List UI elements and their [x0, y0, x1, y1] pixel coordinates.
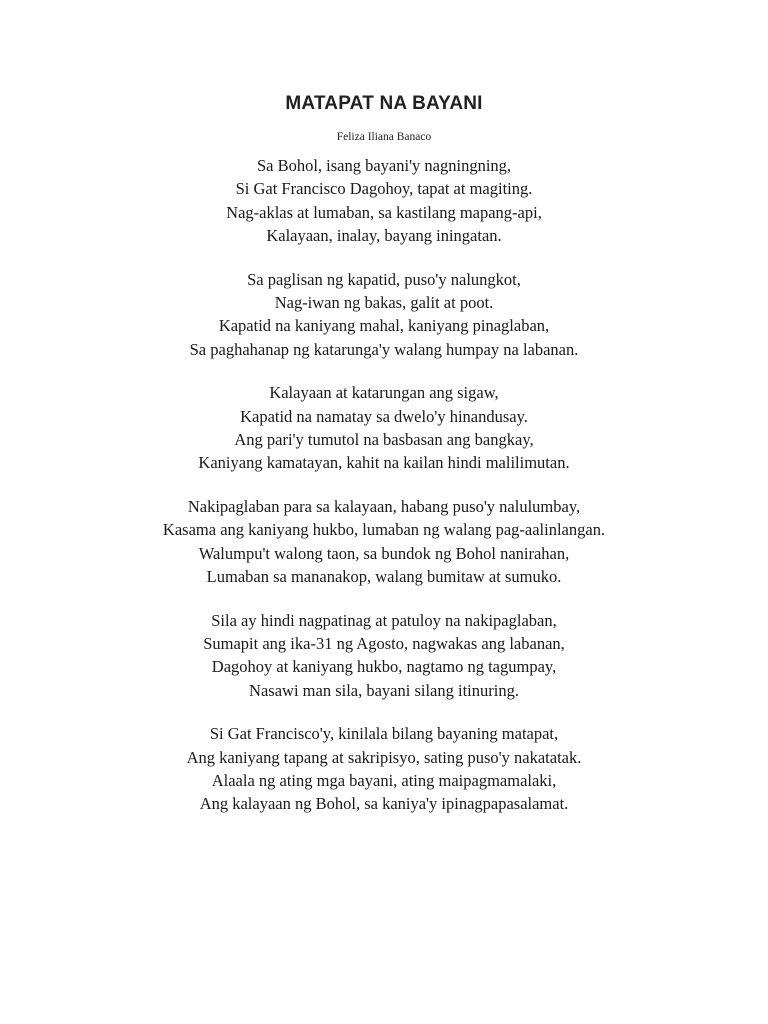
stanza [0, 609, 768, 702]
stanza [0, 381, 768, 474]
poem-line: Alaala ng ating mga bayani, ating maipagmamalaki, [211, 771, 557, 791]
poem-line: Walumpu't walong taon, sa bundok ng Bohol nanirahan, [198, 543, 570, 563]
poem-line: Sa paglisan ng kapatid, puso'y nalungkot, [247, 269, 521, 289]
poem-line: Nasawi man sila, bayani silang itinuring. [249, 680, 519, 700]
poem-title: MATAPAT NA BAYANI [285, 93, 483, 114]
poem-line: Kalayaan, inalay, bayang iningatan. [266, 225, 502, 245]
stanza [0, 268, 768, 361]
poem-line: Si Gat Francisco'y, kinilala bilang bayaning matapat, [209, 724, 559, 744]
poem-body [0, 154, 768, 836]
stanza [0, 722, 768, 815]
poem-line: Nakipaglaban para sa kalayaan, habang puso'y nalulumbay, [187, 497, 581, 517]
poem-author: Feliza Iliana Banaco [336, 131, 432, 143]
poem-line: Nag-iwan ng bakas, galit at poot. [274, 292, 494, 312]
poem-line: Lumaban sa mananakop, walang bumitaw at sumuko. [206, 566, 562, 586]
poem-line: Si Gat Francisco Dagohoy, tapat at magiting. [235, 179, 533, 199]
poem-line: Sumapit ang ika-31 ng Agosto, nagwakas ang labanan, [203, 634, 565, 654]
poem-line: Dagohoy at kaniyang hukbo, nagtamo ng tagumpay, [211, 657, 557, 677]
poem-line: Ang kaniyang tapang at sakripisyo, sating puso'y nakatatak. [186, 747, 582, 767]
poem-line: Kasama ang kaniyang hukbo, lumaban ng walang pag-aalinlangan. [162, 520, 606, 540]
poem-line: Kalayaan at katarungan ang sigaw, [269, 383, 499, 403]
poem-line: Kaniyang kamatayan, kahit na kailan hindi malilimutan. [198, 453, 570, 473]
poem-line: Kapatid na kaniyang mahal, kaniyang pinaglaban, [218, 316, 550, 336]
poem-line: Sa Bohol, isang bayani'y nagningning, [256, 156, 512, 175]
poem-line: Ang pari'y tumutol na basbasan ang bangkay, [234, 429, 534, 449]
poem-line: Nag-aklas at lumaban, sa kastilang mapang-api, [226, 202, 542, 222]
poem-line: Kapatid na namatay sa dwelo'y hinandusay. [240, 406, 528, 426]
poem-line: Sila ay hindi nagpatinag at patuloy na nakipaglaban, [211, 610, 557, 630]
stanza [0, 495, 768, 588]
stanza [0, 154, 768, 247]
poem-line: Sa paghahanap ng katarunga'y walang humpay na labanan. [189, 339, 579, 359]
poem-line: Ang kalayaan ng Bohol, sa kaniya'y ipinagpapasalamat. [199, 794, 569, 814]
